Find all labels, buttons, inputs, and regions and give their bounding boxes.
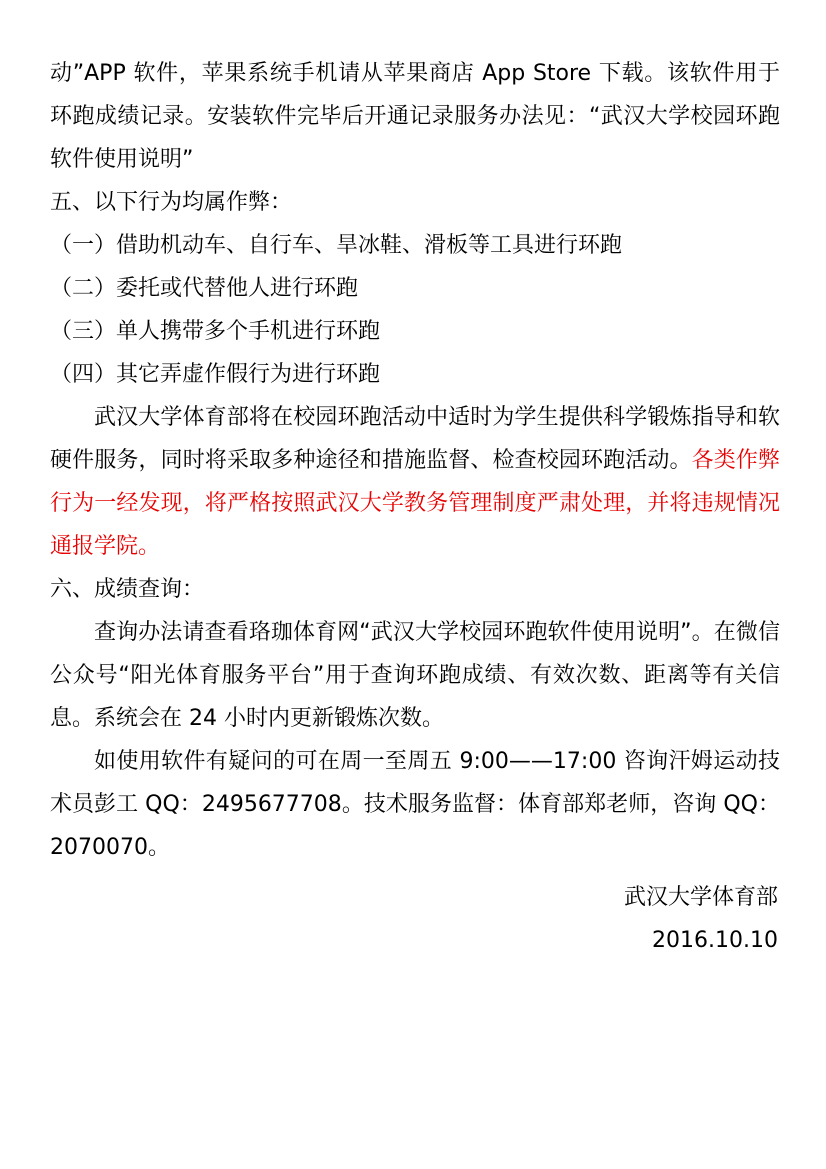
supervision-warning-text: 各类作弊行为一经发现，将严格按照武汉大学教务管理制度严肃处理，并将违规情况通报学院。: [50, 448, 780, 559]
document-body: [50, 52, 780, 869]
supervision-text: 武汉大学体育部将在校园环跑活动中适时为学生提供科学锻炼指导和软硬件服务，同时将采取多种途径和措施监督、检查校园环跑活动。: [50, 405, 780, 473]
signature-date: 2016.10.10: [652, 928, 778, 953]
cheating-item-4: （四）其它弄虚作假行为进行环跑: [50, 362, 381, 387]
paragraph-query: 查询办法请查看珞珈体育网“武汉大学校园环跑软件使用说明”。在微信公众号“阳光体育服务平台”用于查询环跑成绩、有效次数、距离等有关信息。系统会在 24 小时内更新锻炼次数。: [50, 620, 780, 731]
cheating-item-1: （一）借助机动车、自行车、旱冰鞋、滑板等工具进行环跑: [50, 233, 623, 258]
paragraph-supervision: [50, 396, 780, 568]
cheating-item-3: （三）单人携带多个手机进行环跑: [50, 319, 381, 344]
section-six-heading: 六、成绩查询：: [50, 577, 205, 602]
section-five-heading: 五、以下行为均属作弊：: [50, 190, 293, 215]
paragraph-contact: 如使用软件有疑问的可在周一至周五 9:00——17:00 咨询汗姆运动技术员彭工 QQ：2495677708。技术服务监督：体育部郑老师，咨询 QQ：2070070。: [50, 749, 780, 860]
signature-organization: 武汉大学体育部: [623, 885, 778, 910]
paragraph-app-download: 动”APP 软件，苹果系统手机请从苹果商店 App Store 下载。该软件用于环跑成绩记录。安装软件完毕后开通记录服务办法见：“武汉大学校园环跑软件使用说明”: [50, 61, 780, 172]
signature-block: [624, 876, 778, 962]
cheating-item-2: （二）委托或代替他人进行环跑: [50, 276, 359, 301]
